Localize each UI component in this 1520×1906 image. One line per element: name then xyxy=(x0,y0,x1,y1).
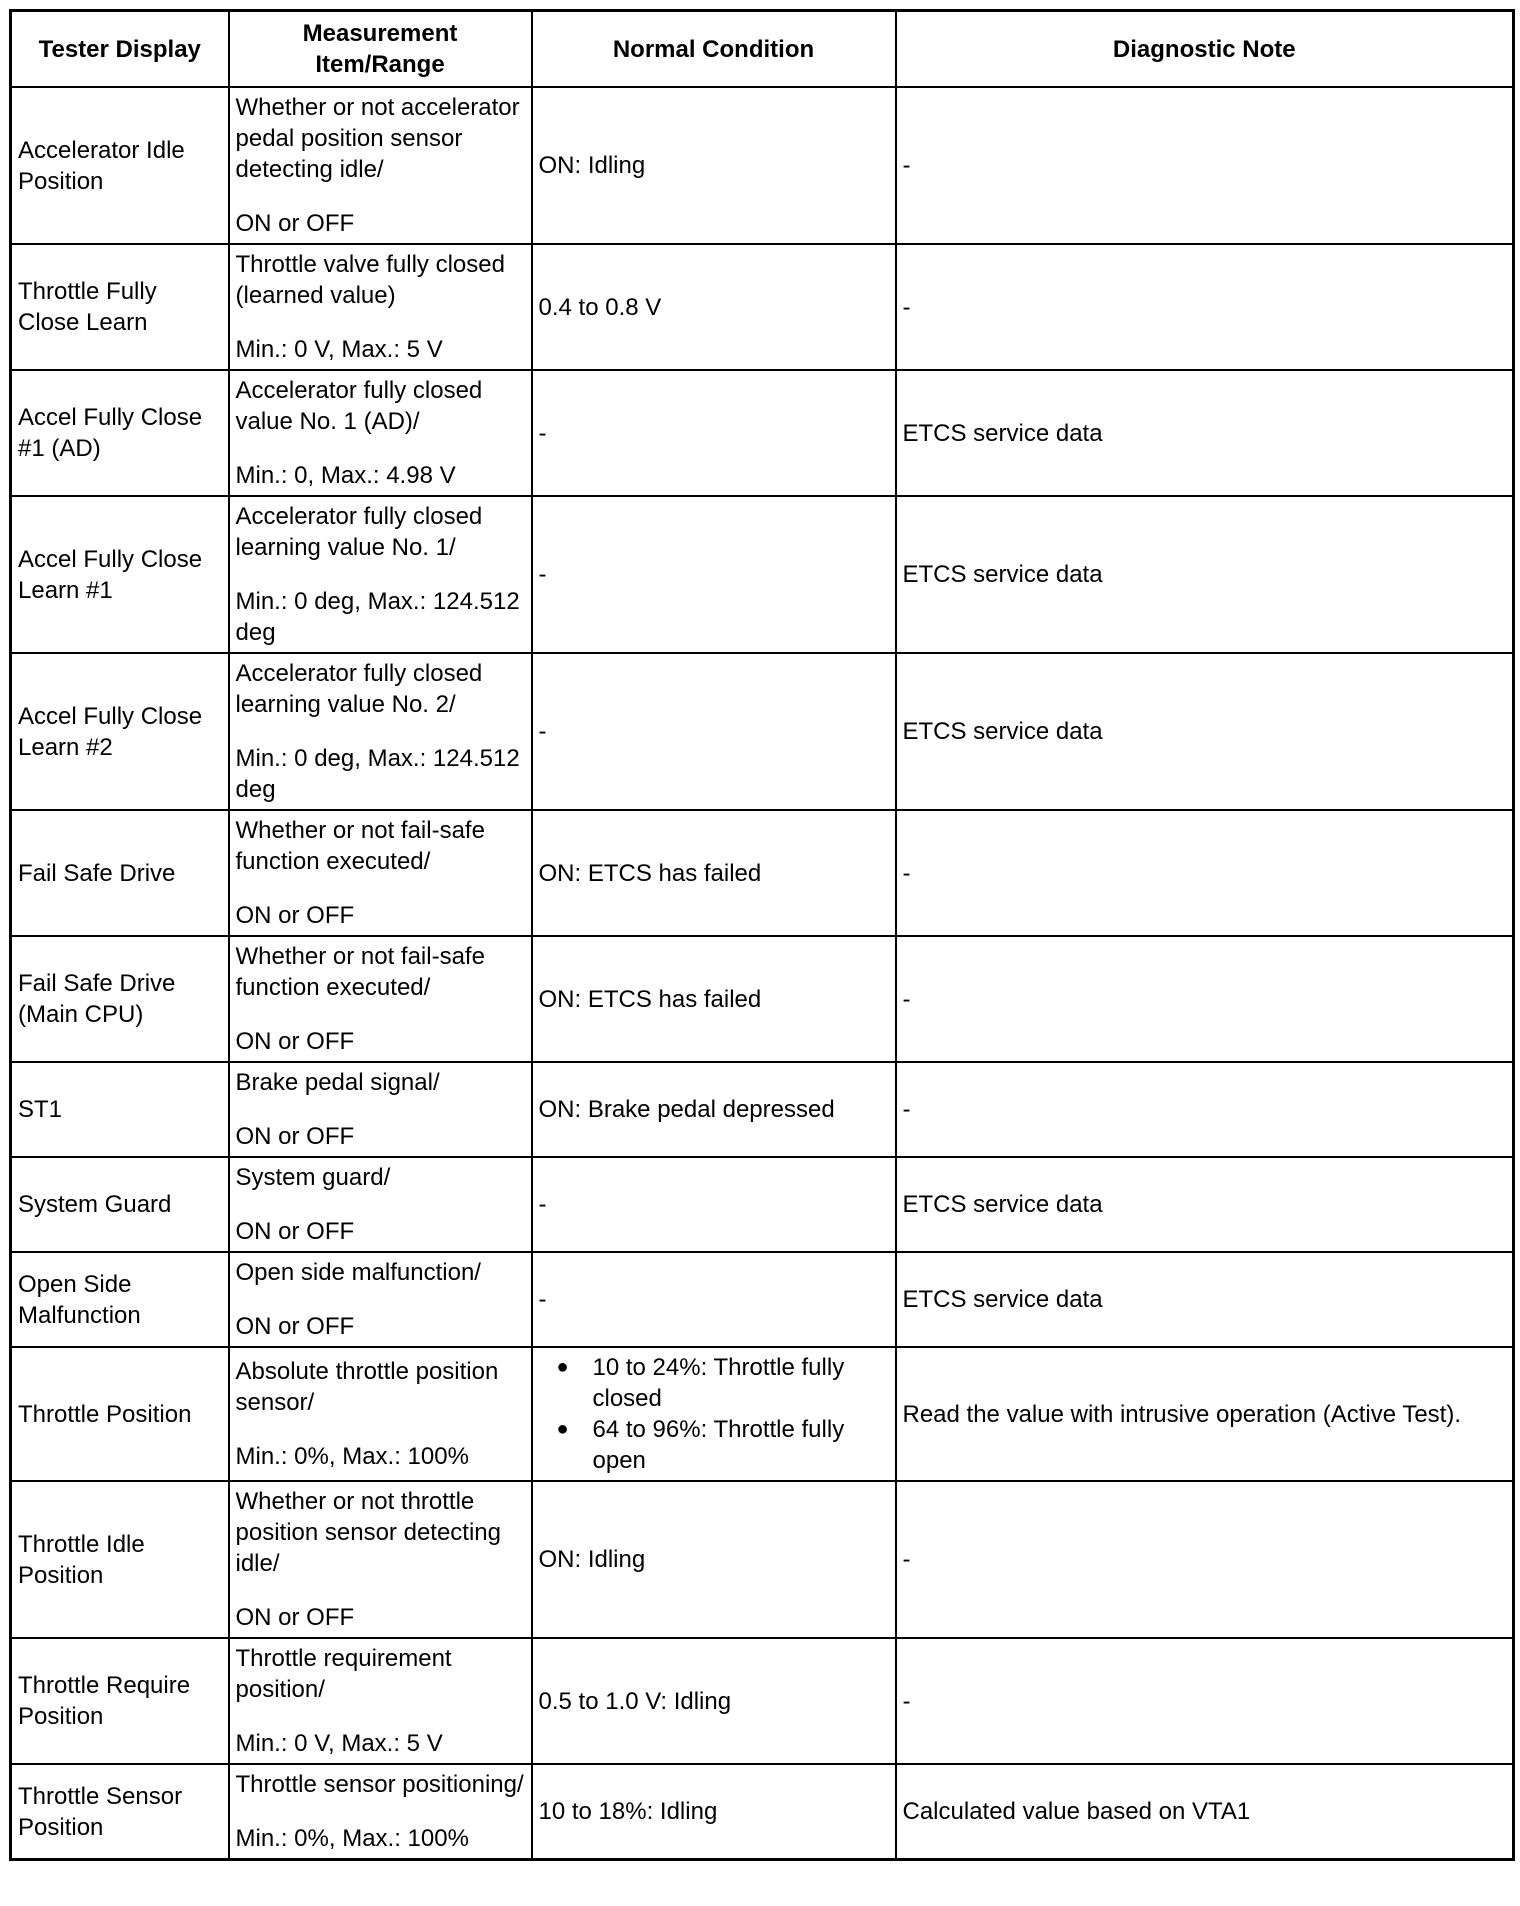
measurement-range: Min.: 0%, Max.: 100% xyxy=(235,1443,469,1470)
measurement-item: Accelerator fully closed learning value No. 1/ xyxy=(235,503,483,561)
table-row xyxy=(11,653,1514,810)
measurement-item: Whether or not fail-safe function executed/ xyxy=(235,943,485,1001)
table-row xyxy=(11,1062,1514,1157)
table-row xyxy=(11,1764,1514,1860)
measurement-item: Accelerator fully closed value No. 1 (AD)/ xyxy=(235,377,483,435)
table-row xyxy=(11,1638,1514,1764)
measurement-item: System guard/ xyxy=(235,1164,391,1191)
table-row xyxy=(11,87,1514,244)
diagnostic-note-cell: - xyxy=(896,936,1514,1062)
diagnostic-note-cell: - xyxy=(896,1062,1514,1157)
measurement-item: Brake pedal signal/ xyxy=(235,1069,440,1096)
measurement-cell xyxy=(229,496,532,653)
measurement-cell xyxy=(229,653,532,810)
measurement-item: Whether or not fail-safe function executed/ xyxy=(235,817,485,875)
measurement-range: ON or OFF xyxy=(235,1604,355,1631)
measurement-range: ON or OFF xyxy=(235,1028,355,1055)
measurement-cell xyxy=(229,87,532,244)
tester-display-cell: Accelerator Idle Position xyxy=(11,87,229,244)
tester-display-cell: Open Side Malfunction xyxy=(11,1252,229,1347)
tester-display-cell: Throttle Idle Position xyxy=(11,1481,229,1638)
normal-condition-list xyxy=(539,1352,889,1476)
diagnostic-note-cell: - xyxy=(896,87,1514,244)
table-header-row xyxy=(11,11,1514,88)
tester-display-cell: Throttle Require Position xyxy=(11,1638,229,1764)
measurement-range: Min.: 0 deg, Max.: 124.512 deg xyxy=(235,745,520,803)
normal-condition-cell: - xyxy=(532,496,896,653)
table-row xyxy=(11,370,1514,496)
data-list-table xyxy=(9,9,1515,1861)
measurement-cell xyxy=(229,244,532,370)
table-row xyxy=(11,1481,1514,1638)
measurement-cell xyxy=(229,1157,532,1252)
measurement-cell xyxy=(229,810,532,936)
measurement-range: ON or OFF xyxy=(235,1313,355,1340)
diagnostic-note-cell: Calculated value based on VTA1 xyxy=(896,1764,1514,1860)
table-row xyxy=(11,1347,1514,1481)
measurement-cell xyxy=(229,1764,532,1860)
measurement-range: ON or OFF xyxy=(235,210,355,237)
tester-display-cell: Throttle Position xyxy=(11,1347,229,1481)
diagnostic-note-cell: Read the value with intrusive operation (Active Test). xyxy=(896,1347,1514,1481)
measurement-cell xyxy=(229,1347,532,1481)
normal-condition-cell: - xyxy=(532,370,896,496)
measurement-cell xyxy=(229,1062,532,1157)
table-row xyxy=(11,1252,1514,1347)
measurement-cell xyxy=(229,1481,532,1638)
measurement-item: Throttle valve fully closed (learned value) xyxy=(235,251,505,309)
list-item: ● 10 to 24%: Throttle fully closed xyxy=(557,1352,889,1414)
diagnostic-note-cell: ETCS service data xyxy=(896,1157,1514,1252)
header-tester-display: Tester Display xyxy=(11,11,229,88)
tester-display-cell: Accel Fully Close #1 (AD) xyxy=(11,370,229,496)
table-row xyxy=(11,244,1514,370)
header-normal-condition: Normal Condition xyxy=(532,11,896,88)
table-row xyxy=(11,936,1514,1062)
diagnostic-note-cell: - xyxy=(896,1481,1514,1638)
tester-display-cell: System Guard xyxy=(11,1157,229,1252)
normal-condition-cell: ON: ETCS has failed xyxy=(532,936,896,1062)
tester-display-cell: Fail Safe Drive xyxy=(11,810,229,936)
diagnostic-note-cell: ETCS service data xyxy=(896,496,1514,653)
diagnostic-note-cell: - xyxy=(896,244,1514,370)
tester-display-cell: Throttle Sensor Position xyxy=(11,1764,229,1860)
measurement-range: Min.: 0 deg, Max.: 124.512 deg xyxy=(235,588,520,646)
normal-condition-cell: ON: Brake pedal depressed xyxy=(532,1062,896,1157)
diagnostic-note-cell: ETCS service data xyxy=(896,1252,1514,1347)
measurement-cell xyxy=(229,936,532,1062)
normal-condition-cell: - xyxy=(532,1252,896,1347)
measurement-cell xyxy=(229,1252,532,1347)
table-row xyxy=(11,496,1514,653)
measurement-range: Min.: 0 V, Max.: 5 V xyxy=(235,1730,443,1757)
measurement-item: Absolute throttle position sensor/ xyxy=(235,1358,499,1416)
diagnostic-note-cell: ETCS service data xyxy=(896,653,1514,810)
measurement-range: Min.: 0%, Max.: 100% xyxy=(235,1825,469,1852)
diagnostic-note-cell: - xyxy=(896,1638,1514,1764)
normal-condition-cell: - xyxy=(532,653,896,810)
header-measurement: Measurement Item/Range xyxy=(229,11,532,88)
measurement-range: Min.: 0 V, Max.: 5 V xyxy=(235,336,443,363)
normal-condition-cell: 10 to 18%: Idling xyxy=(532,1764,896,1860)
tester-display-cell: ST1 xyxy=(11,1062,229,1157)
list-item: ● 64 to 96%: Throttle fully open xyxy=(557,1414,889,1476)
measurement-range: ON or OFF xyxy=(235,902,355,929)
normal-condition-cell: ON: Idling xyxy=(532,1481,896,1638)
measurement-item: Throttle requirement position/ xyxy=(235,1645,452,1703)
measurement-range: ON or OFF xyxy=(235,1218,355,1245)
measurement-item: Throttle sensor positioning/ xyxy=(235,1771,524,1798)
normal-condition-cell: ON: ETCS has failed xyxy=(532,810,896,936)
normal-condition-cell xyxy=(532,1347,896,1481)
diagnostic-note-cell: - xyxy=(896,810,1514,936)
measurement-range: ON or OFF xyxy=(235,1123,355,1150)
measurement-item: Whether or not throttle position sensor detecting idle/ xyxy=(235,1488,501,1577)
tester-display-cell: Fail Safe Drive (Main CPU) xyxy=(11,936,229,1062)
header-diagnostic-note: Diagnostic Note xyxy=(896,11,1514,88)
table-row xyxy=(11,810,1514,936)
measurement-cell xyxy=(229,1638,532,1764)
normal-condition-cell: - xyxy=(532,1157,896,1252)
table-row xyxy=(11,1157,1514,1252)
measurement-item: Open side malfunction/ xyxy=(235,1259,481,1286)
normal-condition-cell: ON: Idling xyxy=(532,87,896,244)
measurement-cell xyxy=(229,370,532,496)
measurement-range: Min.: 0, Max.: 4.98 V xyxy=(235,462,456,489)
measurement-item: Whether or not accelerator pedal position sensor detecting idle/ xyxy=(235,94,520,183)
tester-display-cell: Accel Fully Close Learn #1 xyxy=(11,496,229,653)
measurement-item: Accelerator fully closed learning value No. 2/ xyxy=(235,660,483,718)
normal-condition-cell: 0.5 to 1.0 V: Idling xyxy=(532,1638,896,1764)
tester-display-cell: Throttle Fully Close Learn xyxy=(11,244,229,370)
diagnostic-note-cell: ETCS service data xyxy=(896,370,1514,496)
tester-display-cell: Accel Fully Close Learn #2 xyxy=(11,653,229,810)
normal-condition-cell: 0.4 to 0.8 V xyxy=(532,244,896,370)
